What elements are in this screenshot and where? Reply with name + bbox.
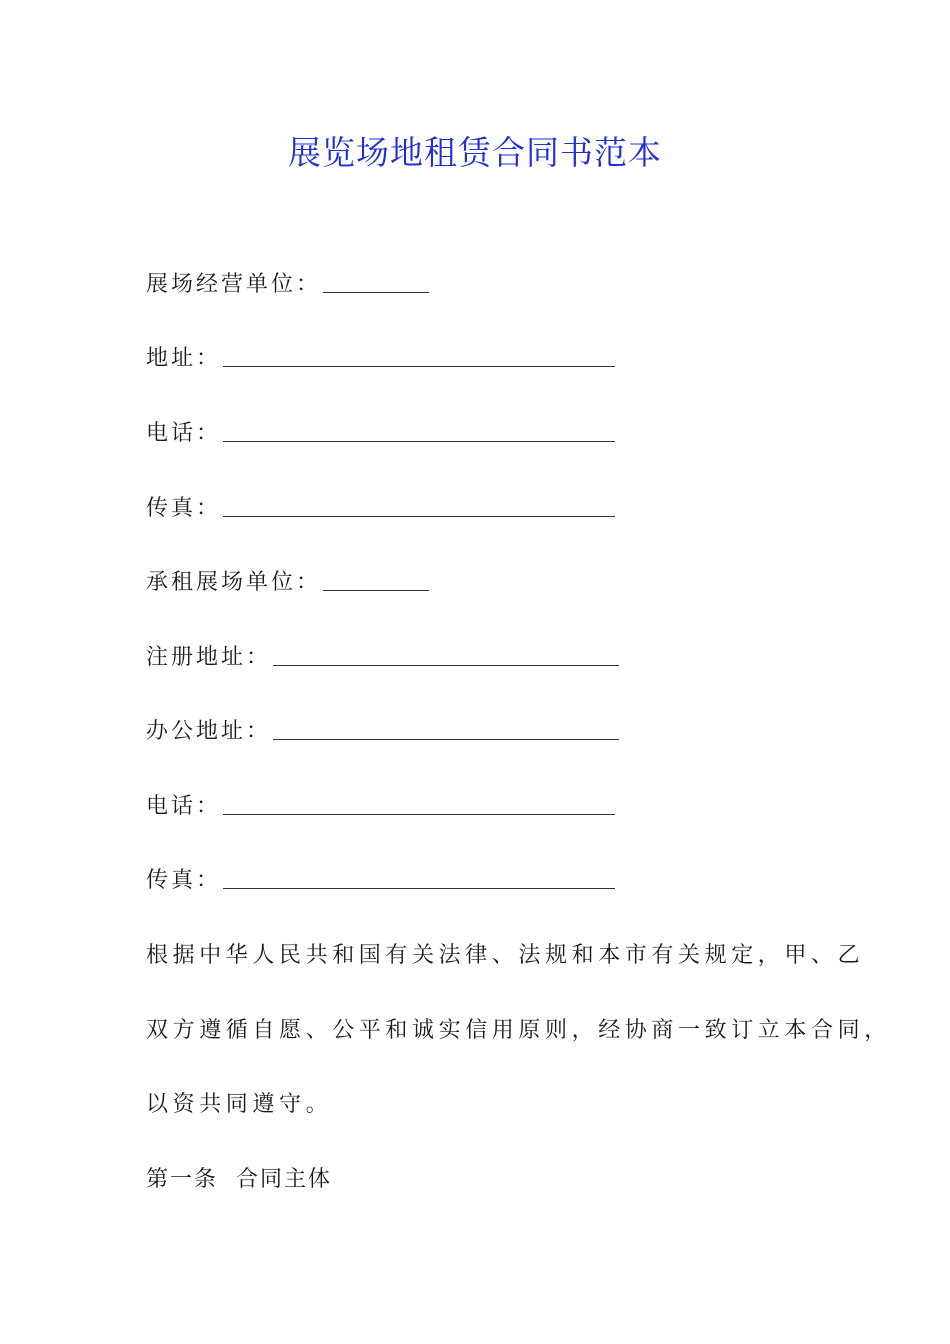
fill-in-blank [273, 717, 619, 740]
field-label: 注册地址： [146, 645, 272, 670]
fill-in-blank [223, 344, 615, 367]
fill-in-blank [323, 568, 429, 591]
paragraph-line: 根据中华人民共和国有关法律、法规和本市有关规定，甲、乙 [146, 943, 865, 968]
field-label: 传真： [146, 868, 222, 893]
fill-in-blank [223, 792, 615, 815]
fill-in-blank [273, 643, 619, 666]
field-label: 电话： [146, 421, 222, 446]
field-office-address [146, 717, 619, 747]
fill-in-blank [323, 270, 429, 293]
field-label: 展场经营单位： [146, 272, 322, 297]
field-label: 地址： [146, 346, 222, 371]
field-registered-address [146, 643, 619, 673]
field-operator-fax [146, 494, 615, 524]
field-operator-phone [146, 419, 615, 449]
fill-in-blank [223, 494, 615, 517]
section-heading: 第一条 合同主体 [146, 1167, 332, 1192]
field-venue-operator [146, 270, 429, 300]
field-label: 承租展场单位： [146, 570, 322, 595]
fill-in-blank [223, 419, 615, 442]
field-operator-address [146, 344, 615, 374]
field-lessee-phone [146, 792, 615, 822]
fill-in-blank [223, 866, 615, 889]
field-lessee-fax [146, 866, 615, 896]
field-lessee [146, 568, 429, 598]
paragraph-line: 以资共同遵守。 [146, 1092, 333, 1117]
field-label: 电话： [146, 794, 222, 819]
paragraph-line: 双方遵循自愿、公平和诚实信用原则，经协商一致订立本合同， [146, 1018, 891, 1043]
field-label: 办公地址： [146, 719, 272, 744]
document-title: 展览场地租赁合同书范本 [288, 133, 662, 172]
field-label: 传真： [146, 496, 222, 521]
